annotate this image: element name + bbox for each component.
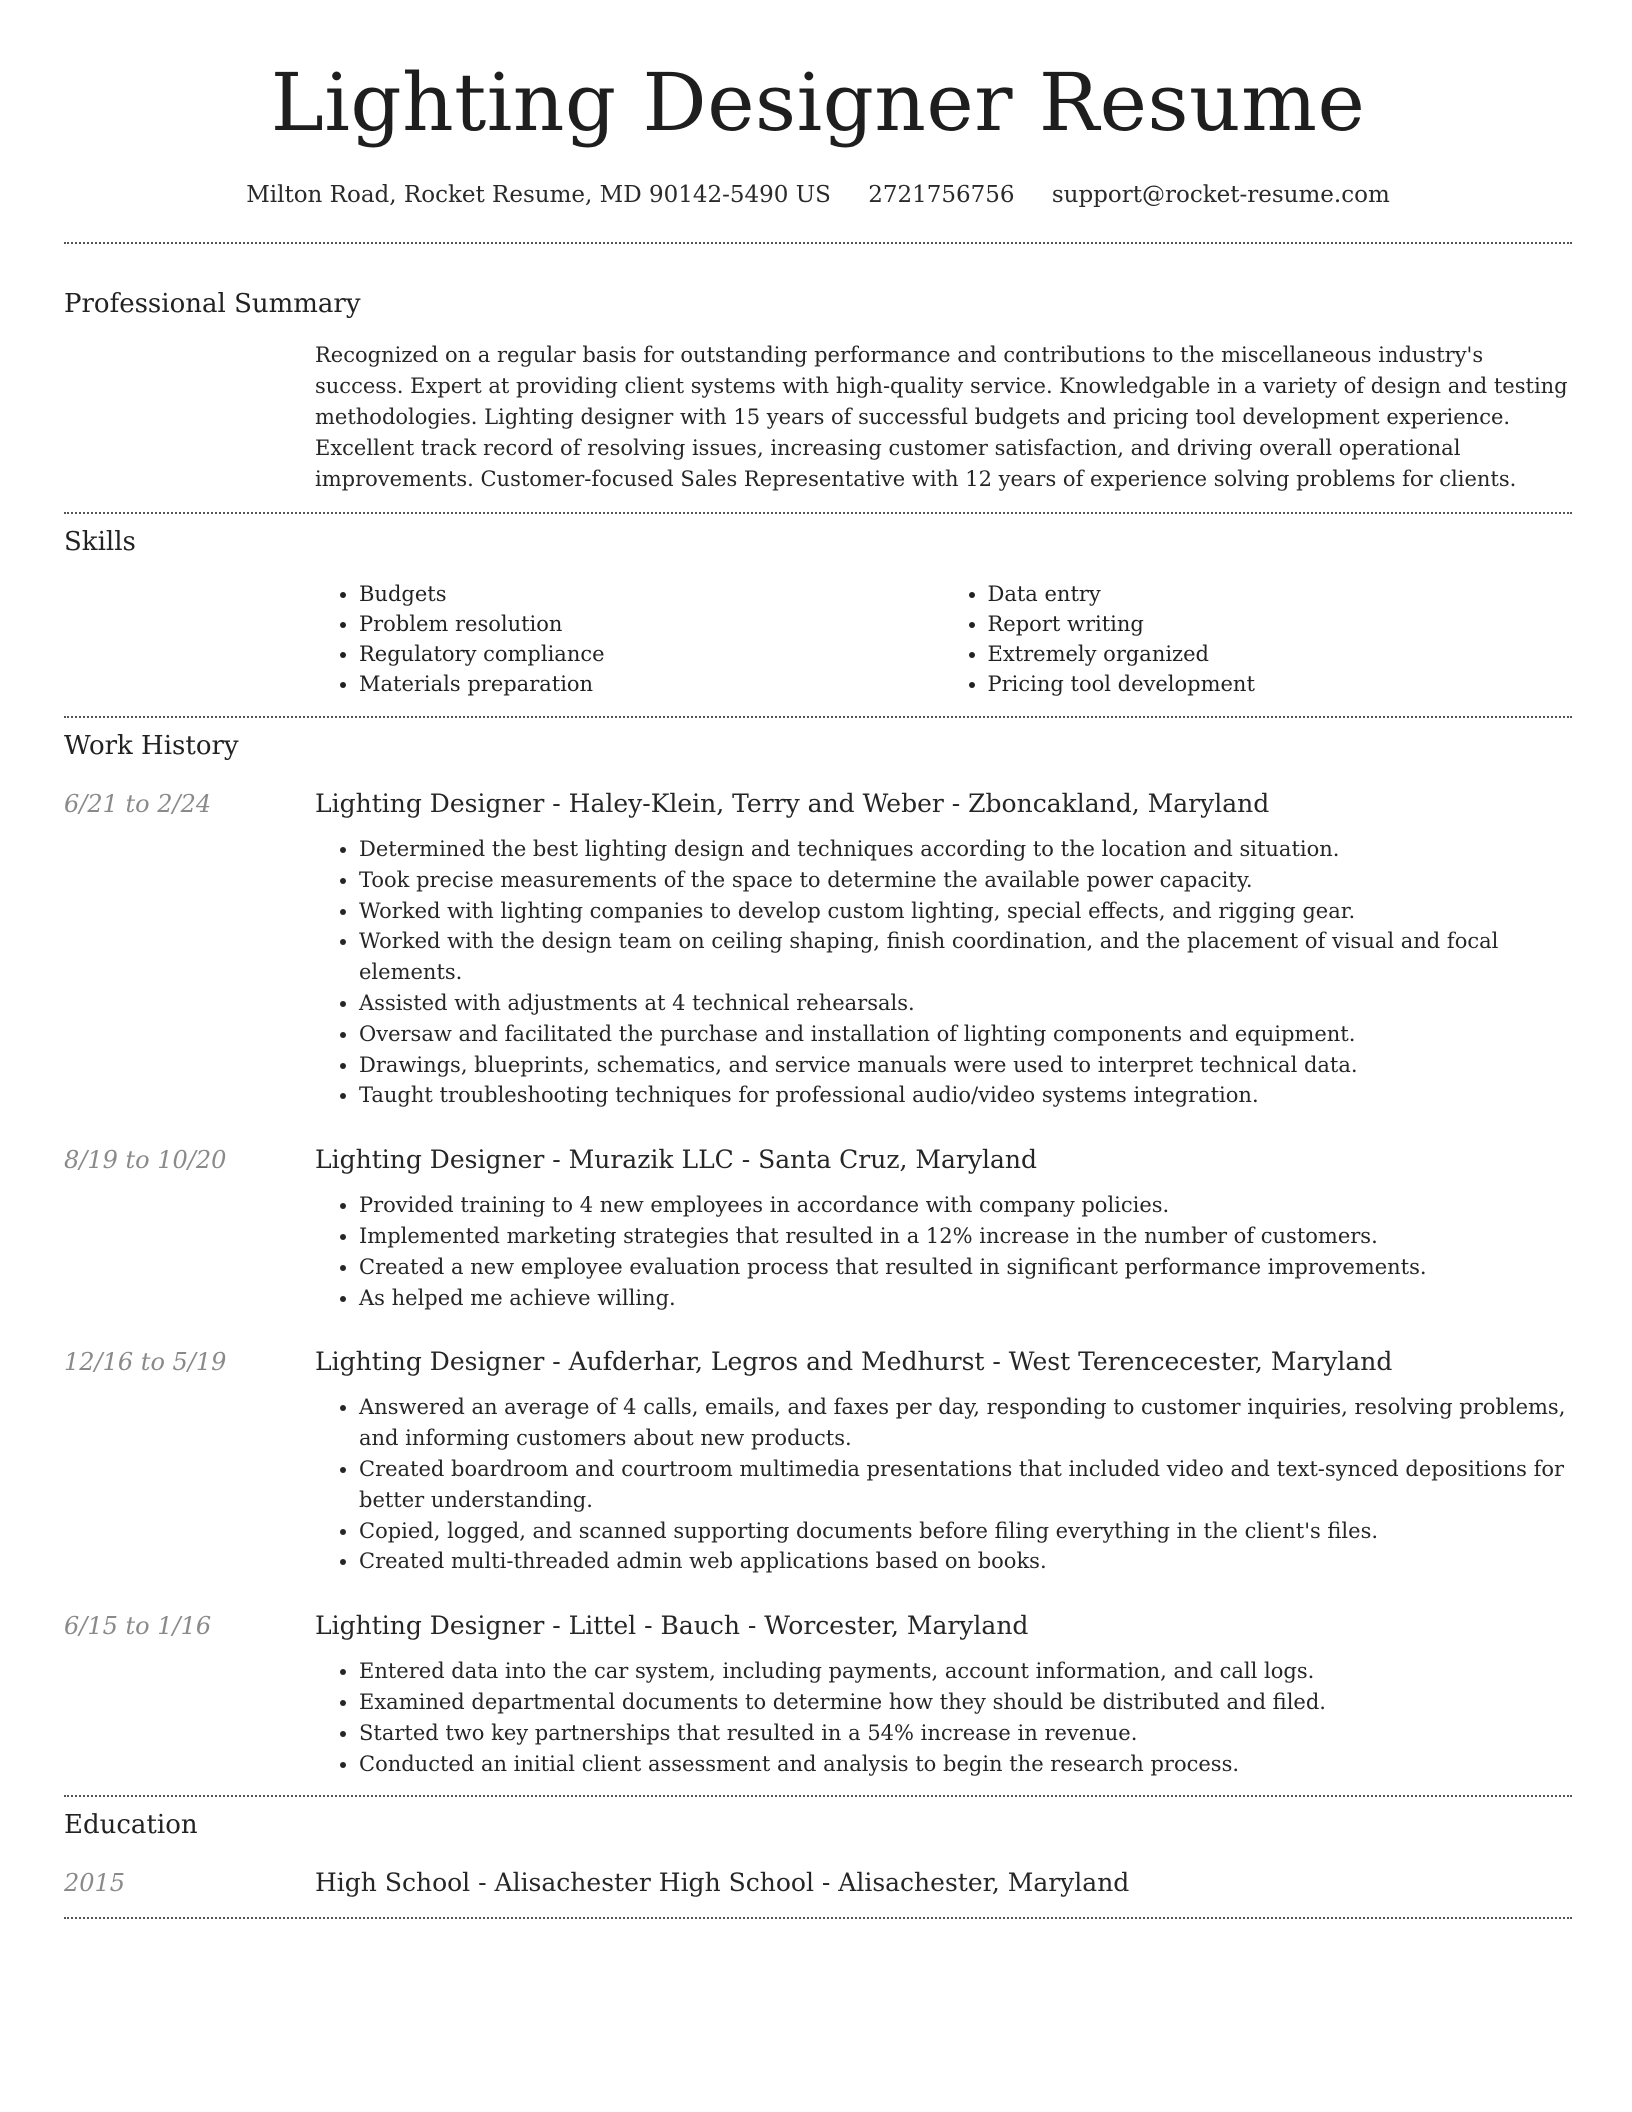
- job-dates: 6/15 to 1/16: [64, 1612, 212, 1641]
- divider: [64, 1917, 1572, 1919]
- work-heading: Work History: [64, 731, 239, 761]
- list-item: • Drawings, blueprints, schematics, and service manuals were used to interpret technical data.: [359, 1050, 1572, 1081]
- job-bullets: [315, 834, 1572, 1111]
- divider: [64, 1795, 1572, 1797]
- divider: [64, 242, 1572, 244]
- education-dates: 2015: [64, 1869, 126, 1898]
- education-title: High School - Alisachester High School - Alisachester, Maryland: [315, 1868, 1130, 1898]
- list-item: • As helped me achieve willing.: [359, 1283, 1572, 1314]
- contact-line: [64, 180, 1572, 210]
- job-title: Lighting Designer - Murazik LLC - Santa Cruz, Maryland: [315, 1145, 1037, 1175]
- list-item: • Assisted with adjustments at 4 technical rehearsals.: [359, 988, 1572, 1019]
- skills-column-right: [944, 579, 1573, 699]
- list-item: • Answered an average of 4 calls, emails, and faxes per day, responding to customer inquiries, resolving problems, and informing customers about new products.: [359, 1392, 1572, 1454]
- job-entry: [64, 787, 1572, 1111]
- resume-page: [64, 0, 1572, 1919]
- education-heading: Education: [64, 1810, 198, 1841]
- skill-item: • Pricing tool development: [988, 669, 1573, 699]
- contact-address: Milton Road, Rocket Resume, MD 90142-5490 US: [246, 182, 831, 208]
- list-item: • Oversaw and facilitated the purchase and installation of lighting components and equipment.: [359, 1019, 1572, 1050]
- education-section: [64, 1808, 1572, 1900]
- contact-email: support@rocket-resume.com: [1051, 182, 1390, 208]
- list-item: • Worked with lighting companies to develop custom lighting, special effects, and rigging gear.: [359, 896, 1572, 927]
- skill-item: • Report writing: [988, 609, 1573, 639]
- job-dates: 8/19 to 10/20: [64, 1146, 227, 1175]
- job-entry: [64, 1345, 1572, 1577]
- list-item: • Examined departmental documents to determine how they should be distributed and filed.: [359, 1687, 1572, 1718]
- list-item: • Determined the best lighting design and techniques according to the location and situation.: [359, 834, 1572, 865]
- job-bullets: [315, 1656, 1572, 1779]
- divider: [64, 716, 1572, 718]
- list-item: • Provided training to 4 new employees in accordance with company policies.: [359, 1190, 1572, 1221]
- job-bullets: [315, 1392, 1572, 1577]
- job-title: Lighting Designer - Haley-Klein, Terry and Weber - Zboncakland, Maryland: [315, 789, 1270, 818]
- list-item: • Worked with the design team on ceiling shaping, finish coordination, and the placement of visual and focal elements.: [359, 926, 1572, 988]
- list-item: • Created boardroom and courtroom multimedia presentations that included video and text-synced depositions for better understanding.: [359, 1454, 1572, 1516]
- list-item: • Conducted an initial client assessment and analysis to begin the research process.: [359, 1749, 1572, 1780]
- list-item: • Taught troubleshooting techniques for professional audio/video systems integration.: [359, 1080, 1572, 1111]
- list-item: • Entered data into the car system, including payments, account information, and call logs.: [359, 1656, 1572, 1687]
- skills-heading: Skills: [64, 527, 136, 557]
- skills-list: [315, 579, 1572, 699]
- job-bullets: [315, 1190, 1572, 1313]
- list-item: • Created multi-threaded admin web applications based on books.: [359, 1546, 1572, 1577]
- job-title: Lighting Designer - Littel - Bauch - Worcester, Maryland: [315, 1611, 1029, 1641]
- list-item: • Took precise measurements of the space to determine the available power capacity.: [359, 865, 1572, 896]
- skill-item: • Extremely organized: [988, 639, 1573, 669]
- work-section: [64, 729, 1572, 1779]
- skill-item: • Regulatory compliance: [359, 639, 944, 669]
- contact-phone: 2721756756: [868, 182, 1015, 208]
- job-title: Lighting Designer - Aufderhar, Legros and Medhurst - West Terencecester, Maryland: [315, 1347, 1393, 1377]
- skills-section: [64, 525, 1572, 699]
- skill-item: • Data entry: [988, 579, 1573, 609]
- summary-section: [64, 287, 1572, 495]
- list-item: • Created a new employee evaluation process that resulted in significant performance improvements.: [359, 1252, 1572, 1283]
- job-dates: 12/16 to 5/19: [64, 1348, 227, 1377]
- list-item: • Implemented marketing strategies that resulted in a 12% increase in the number of customers.: [359, 1221, 1572, 1252]
- list-item: • Started two key partnerships that resulted in a 54% increase in revenue.: [359, 1718, 1572, 1749]
- skills-column-left: [315, 579, 944, 699]
- list-item: • Copied, logged, and scanned supporting documents before filing everything in the client's files.: [359, 1516, 1572, 1547]
- divider: [64, 512, 1572, 514]
- education-entry: [64, 1866, 1572, 1900]
- skill-item: • Budgets: [359, 579, 944, 609]
- summary-heading: Professional Summary: [64, 289, 361, 319]
- summary-text: Recognized on a regular basis for outstanding performance and contributions to the miscellaneous industry's success. Expert at providing client systems with high-quality service. Knowledgable in a variety of design and testing methodologies. Lighting designer with 15 years of successful budgets and pricing tool development experience. Excellent track record of resolving issues, increasing customer satisfaction, and driving overall operational improvements. Customer-focused Sales Representative with 12 years of experience solving problems for clients.: [315, 343, 1568, 491]
- job-dates: 6/21 to 2/24: [64, 790, 212, 818]
- skill-item: • Materials preparation: [359, 669, 944, 699]
- skill-item: • Problem resolution: [359, 609, 944, 639]
- page-title: Lighting Designer Resume: [270, 56, 1366, 149]
- job-entry: [64, 1143, 1572, 1313]
- job-entry: [64, 1609, 1572, 1779]
